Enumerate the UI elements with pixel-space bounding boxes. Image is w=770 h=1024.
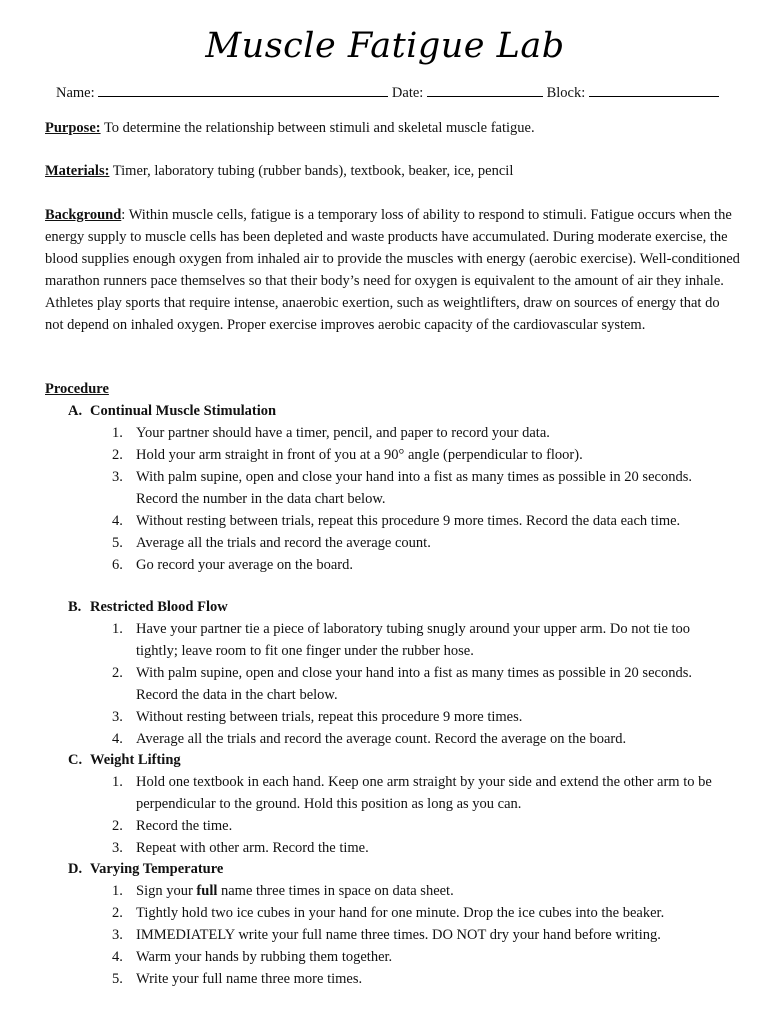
section-d-steps	[112, 880, 732, 990]
list-item: 2. With palm supine, open and close your hand into a fist as many times as possible in 20 seconds. Record the data in the chart below.	[112, 665, 692, 703]
list-item: 4. Warm your hands by rubbing them together.	[112, 949, 393, 965]
student-info-line	[56, 84, 736, 102]
materials-label: Materials:	[45, 163, 110, 179]
list-item: 1. Sign your full name three times in space on data sheet.	[112, 883, 454, 899]
materials-text: Timer, laboratory tubing (rubber bands), textbook, beaker, ice, pencil	[109, 163, 514, 179]
list-item: 5. Average all the trials and record the average count.	[112, 535, 431, 551]
section-c-steps	[112, 771, 732, 859]
section-c-heading: C. Weight Lifting	[68, 752, 181, 768]
block-label: Block:	[546, 85, 586, 101]
section-a-heading: A. Continual Muscle Stimulation	[68, 403, 277, 419]
background-paragraph	[45, 204, 740, 336]
purpose-text: To determine the relationship between stimuli and skeletal muscle fatigue.	[100, 120, 535, 136]
background-text: : Within muscle cells, fatigue is a temporary loss of ability to respond to stimuli. Fatigue occurs when the energy supply to muscle cells has been depleted and waste products have accumulated. During moderate exercise, the blood supplies enough oxygen from inhaled air to provide the muscles with energy (aerobic exercise). Well-conditioned marathon runners pace themselves so that their body’s need for oxygen is equivalent to the amount of air they inhale. Athletes play sports that require intense, anaerobic exertion, such as weightlifters, draw on sources of energy that do not depend on inhaled oxygen. Proper exercise improves aerobic capacity of the cardiovascular system.	[45, 207, 740, 333]
list-item: 6. Go record your average on the board.	[112, 557, 354, 573]
list-item: 5. Write your full name three more times.	[112, 971, 363, 987]
name-blank[interactable]	[98, 84, 388, 97]
list-item: 1. Your partner should have a timer, pencil, and paper to record your data.	[112, 425, 550, 441]
list-item: 2. Record the time.	[112, 818, 233, 834]
procedure-heading: Procedure	[45, 381, 109, 397]
emphasis-full: full	[196, 883, 218, 899]
name-label: Name:	[56, 85, 95, 101]
block-blank[interactable]	[589, 84, 719, 97]
section-a-steps	[112, 422, 732, 576]
list-item: 1. Have your partner tie a piece of laboratory tubing snugly around your upper arm. Do not tie too tightly; leave room to fit one finger under the rubber hose.	[112, 621, 691, 659]
list-item: 2. Tightly hold two ice cubes in your hand for one minute. Drop the ice cubes into the beaker.	[112, 905, 665, 921]
list-item: 3. Without resting between trials, repeat this procedure 9 more times.	[112, 709, 523, 725]
list-item: 4. Average all the trials and record the average count. Record the average on the board.	[112, 731, 627, 747]
purpose-paragraph	[45, 117, 740, 139]
list-item: 4. Without resting between trials, repeat this procedure 9 more times. Record the data each time.	[112, 513, 681, 529]
background-label: Background	[45, 207, 122, 223]
list-item: 3. With palm supine, open and close your hand into a fist as many times as possible in 20 seconds. Record the number in the data chart below.	[112, 469, 692, 507]
section-b-steps	[112, 618, 732, 750]
materials-paragraph	[45, 160, 740, 182]
list-item: 3. IMMEDIATELY write your full name three times. DO NOT dry your hand before writing.	[112, 927, 661, 943]
section-d-heading: D. Varying Temperature	[68, 861, 224, 877]
purpose-label: Purpose:	[45, 120, 101, 136]
section-b-heading: B. Restricted Blood Flow	[68, 599, 228, 615]
date-label: Date:	[391, 85, 424, 101]
list-item: 1. Hold one textbook in each hand. Keep one arm straight by your side and extend the other arm to be perpendicular to the ground. Hold this position as long as you can.	[112, 774, 712, 812]
list-item: 3. Repeat with other arm. Record the time.	[112, 840, 369, 856]
page-title: Muscle Fatigue Lab	[205, 26, 565, 66]
date-blank[interactable]	[427, 84, 543, 97]
list-item: 2. Hold your arm straight in front of you at a 90° angle (perpendicular to floor).	[112, 447, 583, 463]
